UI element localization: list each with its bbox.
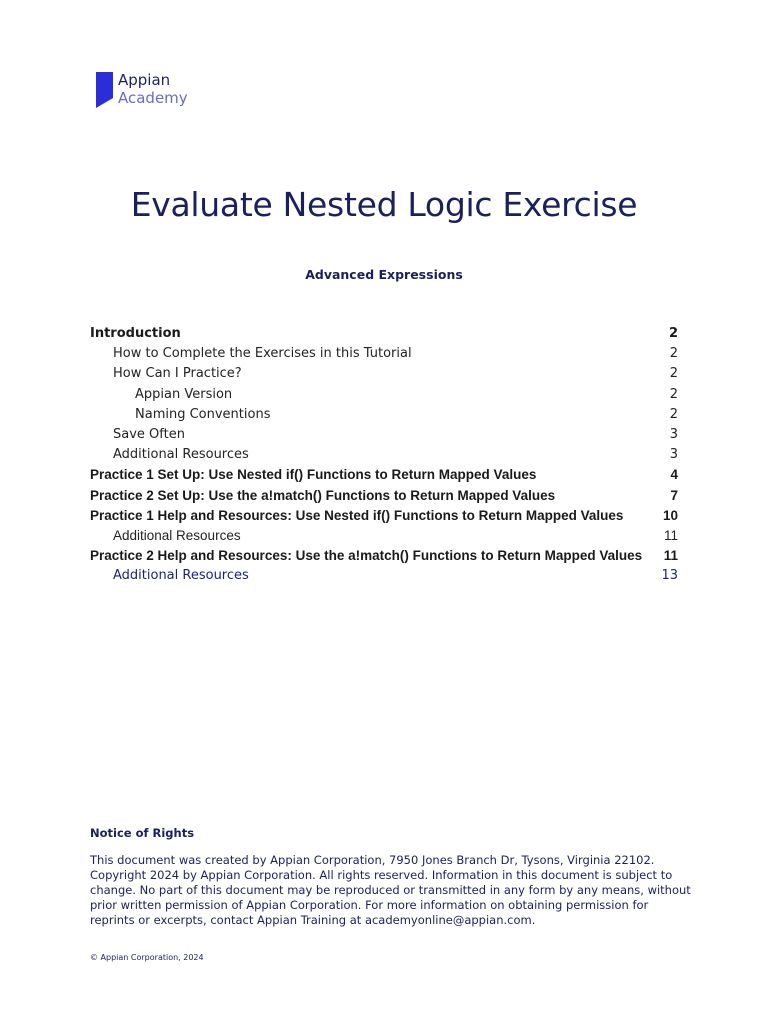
toc-entry[interactable] (90, 526, 678, 546)
appian-logo-icon (96, 72, 113, 108)
toc-entry-title: Introduction (90, 326, 181, 341)
notice-heading: Notice of Rights (90, 826, 195, 840)
toc-entry[interactable] (90, 465, 678, 485)
toc-entry-page: 4 (670, 467, 678, 483)
toc-entry-title: Additional Resources (113, 447, 249, 463)
copyright-footer: © Appian Corporation, 2024 (90, 953, 204, 962)
document-title: Evaluate Nested Logic Exercise (130, 185, 638, 224)
toc-entry-title: Practice 2 Set Up: Use the a!match() Functions to Return Mapped Values (90, 487, 556, 503)
logo-line-appian: Appian (118, 71, 171, 89)
toc-entry[interactable] (90, 506, 678, 526)
toc-entry-title: Practice 2 Help and Resources: Use the a!match() Functions to Return Mapped Values (90, 548, 643, 564)
toc-entry-title: Practice 1 Help and Resources: Use Nested if() Functions to Return Mapped Values (90, 507, 624, 523)
toc-entry-page: 2 (669, 366, 678, 382)
notice-line: This document was created by Appian Corporation, 7950 Jones Branch Dr, Tysons, Virginia 22102. (90, 853, 655, 867)
toc-entry-page: 13 (661, 568, 678, 584)
notice-line: reprints or excerpts, contact Appian Training at academyonline@appian.com. (90, 913, 536, 927)
toc-entry[interactable] (90, 486, 678, 506)
toc-entry[interactable] (90, 546, 678, 566)
toc-entry[interactable] (90, 344, 678, 364)
toc-entry-page: 3 (669, 447, 678, 463)
toc-entry[interactable] (90, 324, 678, 344)
toc-entry-title: Appian Version (135, 386, 233, 402)
toc-entry-page: 2 (669, 406, 678, 422)
toc-entry-title: Additional Resources (113, 568, 249, 584)
toc-entry-title: How Can I Practice? (113, 366, 242, 382)
toc-entry-page: 2 (668, 326, 678, 341)
toc-entry-title: Additional Resources (113, 527, 241, 543)
toc-entry[interactable] (90, 364, 678, 384)
toc-entry[interactable] (90, 405, 678, 425)
logo-line-academy: Academy (118, 89, 188, 107)
toc-entry-page: 10 (662, 507, 678, 523)
toc-entry-page: 3 (669, 426, 678, 442)
toc-entry-page: 2 (669, 386, 678, 402)
table-of-contents (90, 324, 678, 586)
toc-entry-title: How to Complete the Exercises in this Tutorial (113, 346, 412, 362)
document-subtitle: Advanced Expressions (305, 267, 463, 282)
toc-entry-page: 2 (669, 346, 678, 362)
notice-body (90, 853, 690, 928)
notice-line: Copyright 2024 by Appian Corporation. All rights reserved. Information in this document is subject to (90, 868, 673, 882)
toc-entry-title: Save Often (113, 426, 185, 442)
toc-entry-title: Naming Conventions (135, 406, 271, 422)
toc-entry-page: 11 (663, 548, 678, 564)
notice-line: prior written permission of Appian Corporation. For more information on obtaining permission for (90, 898, 649, 912)
toc-entry-page: 11 (663, 527, 678, 543)
notice-line: change. No part of this document may be reproduced or transmitted in any form by any means, without (90, 883, 691, 897)
toc-entry-page: 7 (670, 487, 678, 503)
toc-entry[interactable] (90, 385, 678, 405)
toc-entry[interactable] (90, 425, 678, 445)
toc-entry[interactable] (90, 566, 678, 586)
toc-entry[interactable] (90, 445, 678, 465)
logo-wordmark (118, 71, 188, 107)
toc-entry-title: Practice 1 Set Up: Use Nested if() Functions to Return Mapped Values (90, 467, 537, 483)
